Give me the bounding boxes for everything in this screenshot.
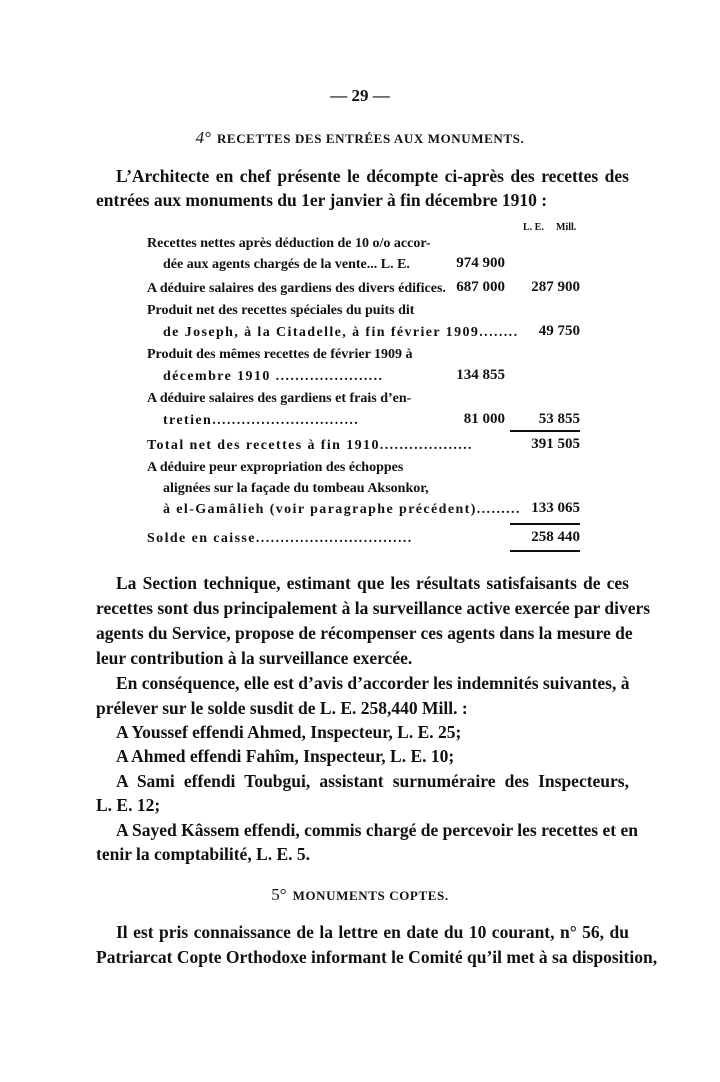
paragraph-line: En conséquence, elle est d’avis d’accorder les indemnités suivantes, à bbox=[116, 673, 630, 693]
table-row-label: Produit des mêmes recettes de février 1909 à bbox=[147, 347, 413, 362]
paragraph-line: recettes sont dus principalement à la surveillance active exercée par divers bbox=[96, 598, 651, 618]
table-row-label: Recettes nettes après déduction de 10 o/o accor- bbox=[147, 236, 431, 251]
table-row-label: décembre 1910 ...................... bbox=[163, 369, 384, 384]
table-row-label: A déduire peur expropriation des échoppes bbox=[147, 460, 404, 475]
indemnity-item: A Youssef effendi Ahmed, Inspecteur, L. E. 25; bbox=[116, 722, 462, 742]
indemnity-item-cont: tenir la comptabilité, L. E. 5. bbox=[96, 844, 311, 864]
table-row-label: A déduire salaires des gardiens des divers édifices. bbox=[147, 281, 446, 296]
paragraph-line: agents du Service, propose de récompenser ces agents dans la mesure de bbox=[96, 623, 633, 643]
table-row-total: 391 505 bbox=[531, 436, 580, 452]
intro-line-1: L’Architecte en chef présente le décompte ci-après des recettes des bbox=[116, 166, 629, 186]
table-row-subtotal: 81 000 bbox=[463, 411, 505, 427]
section-5-heading bbox=[0, 885, 720, 905]
paragraph-line: prélever sur le solde susdit de L. E. 258,440 Mill. : bbox=[96, 698, 468, 718]
col-header-le: L. E. bbox=[523, 222, 544, 233]
indemnity-item: A Ahmed effendi Fahîm, Inspecteur, L. E. 10; bbox=[116, 746, 455, 766]
section-4-title: RECETTES DES ENTRÉES AUX MONUMENTS. bbox=[216, 131, 525, 146]
table-row-label: à el-Gamâlieh (voir paragraphe précédent)......... bbox=[163, 502, 521, 517]
closing-line-2: Patriarcat Copte Orthodoxe informant le Comité qu’il met à sa disposition, bbox=[96, 947, 658, 967]
section-5-title: MONUMENTS COPTES. bbox=[292, 888, 449, 903]
table-row-total: 133 065 bbox=[531, 500, 580, 516]
section-5-number: 5° bbox=[271, 885, 287, 904]
table-row-label: alignées sur la façade du tombeau Aksonkor, bbox=[163, 481, 429, 496]
table-row-total: 258 440 bbox=[531, 529, 580, 545]
balance-rule-bottom bbox=[510, 550, 580, 552]
col-header-mill: Mill. bbox=[556, 222, 577, 233]
table-row-label: Total net des recettes à fin 1910................... bbox=[147, 438, 473, 453]
table-row-label: Solde en caisse................................ bbox=[147, 531, 413, 546]
table-row-label: de Joseph, à la Citadelle, à fin février 1909........ bbox=[163, 325, 519, 340]
table-row-label: Produit net des recettes spéciales du puits dit bbox=[147, 303, 415, 318]
page-number: — 29 — bbox=[330, 86, 390, 105]
table-row-label: dée aux agents chargés de la vente... L. E. bbox=[163, 257, 410, 272]
table-row-label: A déduire salaires des gardiens et frais d’en- bbox=[147, 391, 412, 406]
indemnity-item: A Sayed Kâssem effendi, commis chargé de percevoir les recettes et en bbox=[116, 820, 638, 840]
table-row-total: 287 900 bbox=[531, 279, 580, 295]
table-row-label: tretien.............................. bbox=[163, 413, 360, 428]
closing-line-1: Il est pris connaissance de la lettre en date du 10 courant, n° 56, du bbox=[116, 922, 629, 942]
indemnity-item: A Sami effendi Toubgui, assistant surnuméraire des Inspecteurs, bbox=[116, 771, 629, 791]
paragraph-line: leur contribution à la surveillance exercée. bbox=[96, 648, 413, 668]
section-4-heading bbox=[0, 128, 720, 148]
balance-rule-top bbox=[510, 523, 580, 525]
table-row-total: 49 750 bbox=[538, 323, 580, 339]
table-row-subtotal: 974 900 bbox=[456, 255, 505, 271]
paragraph-line: La Section technique, estimant que les résultats satisfaisants de ces bbox=[116, 573, 629, 593]
section-4-number: 4° bbox=[195, 128, 211, 147]
indemnity-item-cont: L. E. 12; bbox=[96, 795, 161, 815]
table-row-subtotal: 687 000 bbox=[456, 279, 505, 295]
subtotal-rule bbox=[510, 430, 580, 432]
table-row-total: 53 855 bbox=[538, 411, 580, 427]
table-row-subtotal: 134 855 bbox=[456, 367, 505, 383]
intro-line-2: entrées aux monuments du 1er janvier à fin décembre 1910 : bbox=[96, 190, 548, 210]
